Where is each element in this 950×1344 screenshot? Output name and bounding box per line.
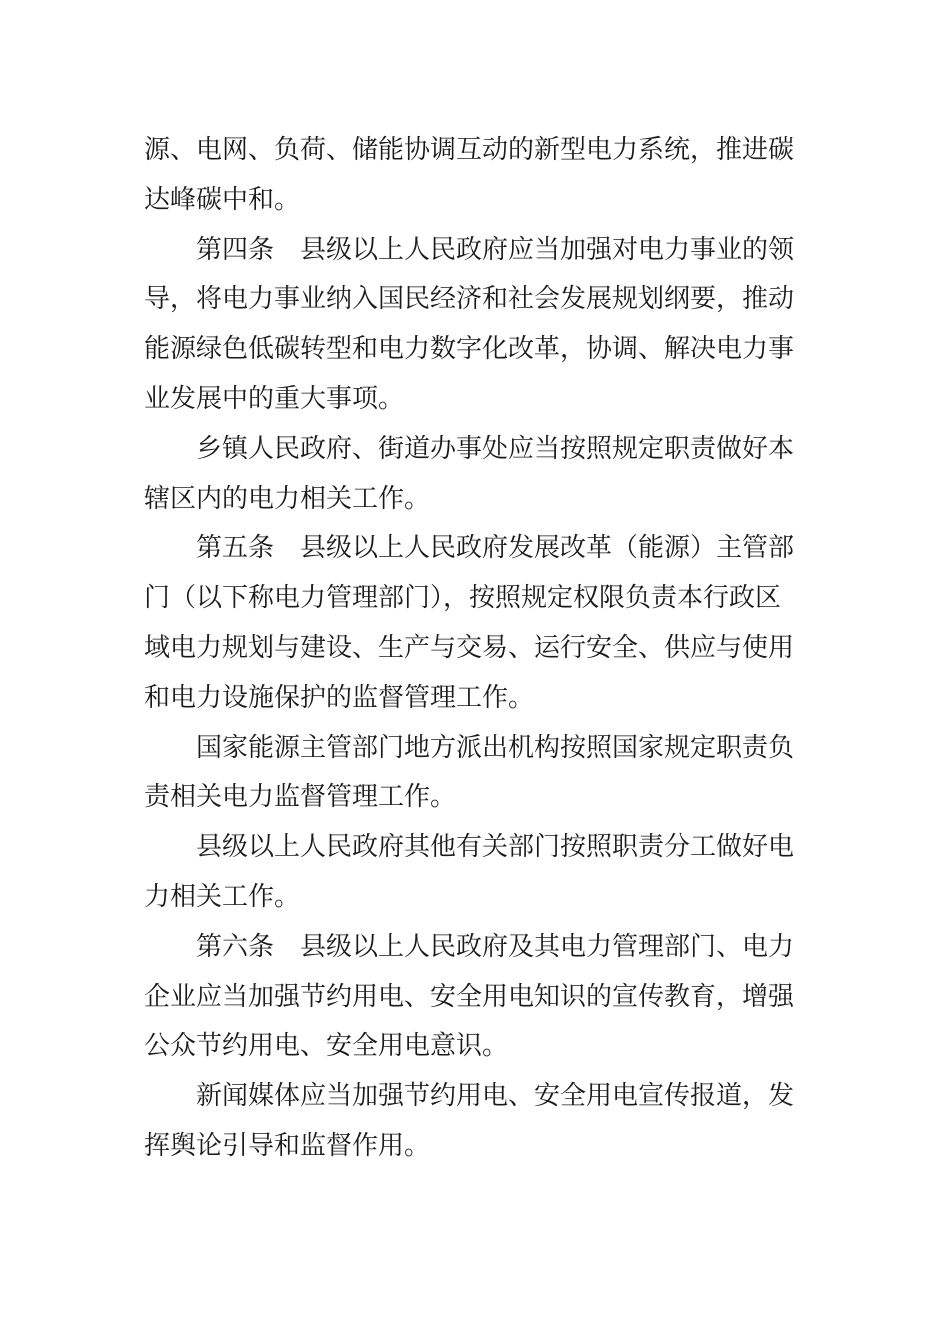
text-line: 业发展中的重大事项。 [144, 383, 405, 414]
article-number: 第四条 [196, 234, 275, 265]
paragraph [144, 823, 806, 923]
article-6 [144, 923, 806, 1072]
text-line: 县级以上人民政府发展改革（能源）主管部 [300, 533, 795, 564]
document-page [144, 126, 806, 1172]
text-line: 县级以上人民政府应当加强对电力事业的领 [300, 234, 795, 265]
paragraph-continuation [144, 126, 806, 226]
text-line: 力相关工作。 [144, 881, 301, 912]
paragraph [144, 724, 806, 824]
text-line: 挥舆论引导和监督作用。 [144, 1130, 431, 1161]
paragraph [144, 1072, 806, 1172]
text-line: 导，将电力事业纳入国民经济和社会发展规划纲要，推动 [144, 284, 795, 315]
text-line: 门（以下称电力管理部门），按照规定权限负责本行政区 [144, 583, 782, 614]
text-line: 能源绿色低碳转型和电力数字化改革，协调、解决电力事 [144, 334, 795, 365]
text-line: 责相关电力监督管理工作。 [144, 782, 457, 813]
text-line: 达峰碳中和。 [144, 184, 301, 215]
article-5 [144, 524, 806, 723]
article-4 [144, 226, 806, 425]
text-line: 源、电网、负荷、储能协调互动的新型电力系统，推进碳 [144, 135, 795, 165]
text-line: 新闻媒体应当加强节约用电、安全用电宣传报道，发 [196, 1081, 795, 1112]
text-line: 企业应当加强节约用电、安全用电知识的宣传教育，增强 [144, 981, 795, 1012]
text-line: 乡镇人民政府、街道办事处应当按照规定职责做好本 [196, 433, 795, 464]
text-line: 域电力规划与建设、生产与交易、运行安全、供应与使用 [144, 632, 795, 663]
text-line: 县级以上人民政府及其电力管理部门、电力 [300, 931, 795, 962]
text-line: 辖区内的电力相关工作。 [144, 483, 431, 514]
text-line: 和电力设施保护的监督管理工作。 [144, 682, 535, 713]
paragraph [144, 425, 806, 525]
article-number: 第五条 [196, 533, 275, 564]
text-line: 公众节约用电、安全用电意识。 [144, 1031, 509, 1062]
text-line: 国家能源主管部门地方派出机构按照国家规定职责负 [196, 732, 795, 763]
text-line: 县级以上人民政府其他有关部门按照职责分工做好电 [196, 832, 795, 863]
article-number: 第六条 [196, 931, 275, 962]
